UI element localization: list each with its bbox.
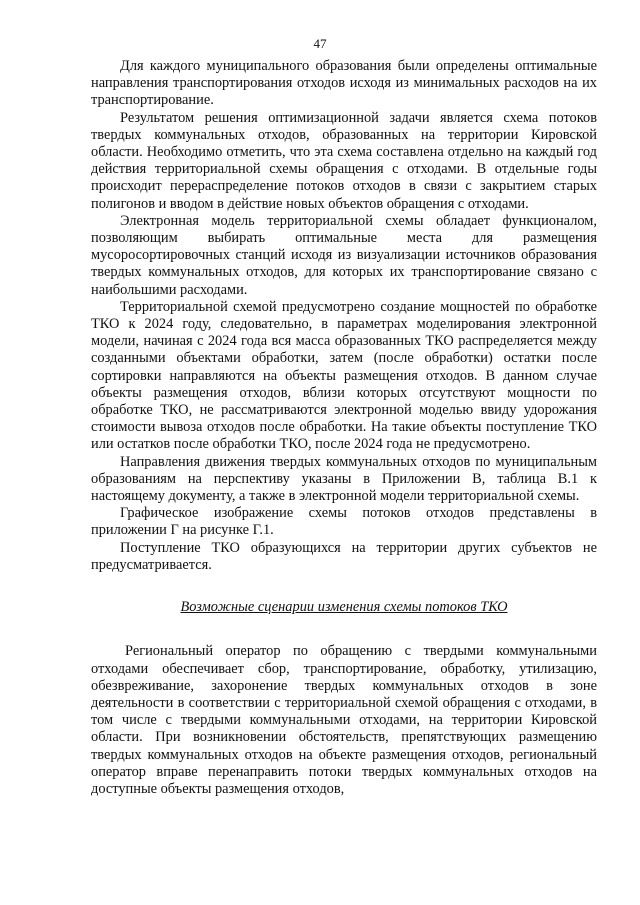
- paragraph-other-subjects: Поступление ТКО образующихся на территории других субъектов не предусматривается.: [91, 539, 597, 573]
- paragraph-optimization-result: Результатом решения оптимизационной задачи является схема потоков твердых коммунальных отходов, образованных на территории Кировской области. Необходимо отметить, что эта схема составлена отдельно на каждый год действия территориальной схемы обращения с отходами. В отдельные годы происходит перераспределение потоков отходов в связи с закрытием старых полигонов и вводом в действие новых объектов обращения с отходами.: [91, 109, 597, 212]
- page-number: 47: [313, 36, 327, 51]
- paragraph-regional-operator: Региональный оператор по обращению с твердыми коммунальными отходами обеспечивает сбор, транспортирование, обработку, утилизацию, обезвреживание, захоронение твердых коммунальных отходов в зоне деятельности в соответствии с территориальной схемой обращения с отходами, в том числе с твердыми коммунальными отходами, на территории Кировской области. При возникновении обстоятельств, препятствующих размещению твердых коммунальных отходов на объекте размещения отходов, региональный оператор вправе перенаправить потоки твердых коммунальных отходов на доступные объекты размещения отходов,: [91, 643, 597, 797]
- document-body: [91, 58, 597, 798]
- paragraph-electronic-model: Электронная модель территориальной схемы обладает функционалом, позволяющим выбирать оптимальные места для размещения мусоросортировочных станций исходя из визуализации источников образования твердых коммунальных отходов, для которых их транспортирование связано с наибольшими расходами.: [91, 212, 597, 298]
- paragraph-graphic-scheme: Графическое изображение схемы потоков отходов представлены в приложении Г на рисунке Г.1.: [91, 505, 597, 539]
- section-heading: Возможные сценарии изменения схемы потоков ТКО: [180, 599, 508, 616]
- paragraph-directions-appendix: Направления движения твердых коммунальных отходов по муниципальным образованиям на перспективу указаны в Приложении В, таблица В.1 к настоящему документу, а также в электронной модели территориальной схемы.: [91, 453, 597, 505]
- paragraph-optimal-routes: Для каждого муниципального образования были определены оптимальные направления транспортирования отходов исходя из минимальных расходов на их транспортирование.: [91, 58, 597, 109]
- paragraph-processing-capacity: Территориальной схемой предусмотрено создание мощностей по обработке ТКО к 2024 году, следовательно, в параметрах моделирования электронной модели, начиная с 2024 года вся масса образованных ТКО распределяется между созданными объектами обработки, затем (после обработки) остатки после сортировки направляются на объекты размещения отходов. В данном случае объекты размещения отходов, вблизи которых отсутствуют мощности по обработке ТКО, не рассматриваются электронной моделью ввиду удорожания стоимости вывоза отходов после обработки. На такие объекты поступление ТКО или остатков после обработки ТКО, после 2024 года не предусмотрено.: [91, 298, 597, 453]
